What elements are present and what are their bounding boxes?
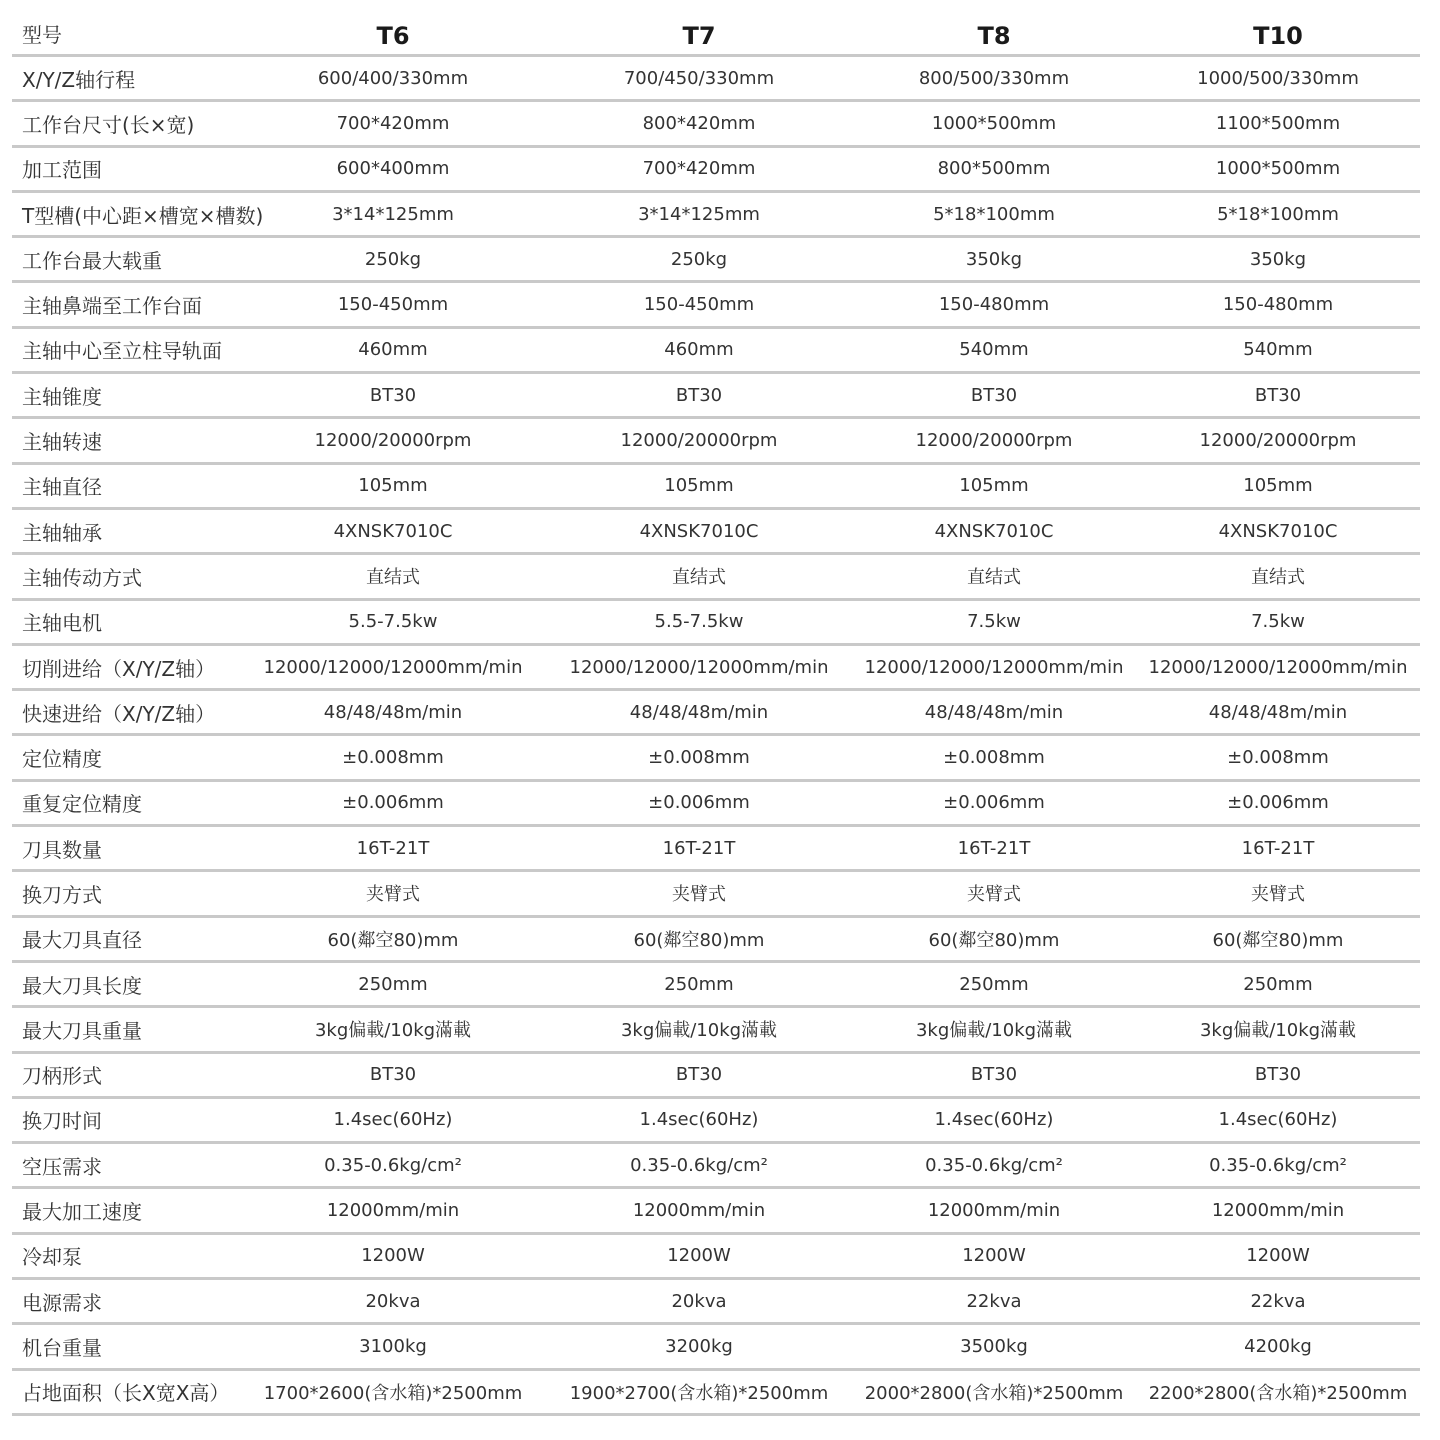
row-value: ±0.008mm — [648, 747, 750, 769]
row-value: 22kva — [966, 1290, 1022, 1312]
row-value: 48/48/48m/min — [1208, 701, 1348, 723]
row-value: 12000/20000rpm — [915, 430, 1073, 452]
row-label: 快速进给（X/Y/Z轴） — [22, 701, 216, 726]
row-label: 主轴锥度 — [22, 384, 102, 409]
row-value: 5*18*100mm — [933, 203, 1055, 225]
row-label: 刀柄形式 — [22, 1064, 102, 1089]
row-label: 主轴直径 — [22, 475, 102, 500]
row-value: 1700*2600(含水箱)*2500mm — [263, 1382, 523, 1404]
row-value: 16T-21T — [662, 837, 736, 859]
model-t10: T10 — [1253, 22, 1303, 50]
table-row — [12, 419, 1420, 464]
row-value: 350kg — [965, 248, 1023, 270]
table-row — [12, 918, 1420, 963]
table-body — [12, 57, 1420, 1416]
row-value: 250kg — [364, 248, 422, 270]
table-row — [12, 1144, 1420, 1189]
table-row — [12, 329, 1420, 374]
row-value: 3100kg — [359, 1335, 427, 1357]
table-row — [12, 465, 1420, 510]
row-value: 3kg偏載/10kg滿載 — [314, 1020, 472, 1042]
row-value: 夹臂式 — [1251, 884, 1305, 906]
row-value: 1.4sec(60Hz) — [1218, 1109, 1338, 1131]
row-value: 7.5kw — [967, 611, 1021, 633]
row-value: 3kg偏載/10kg滿載 — [620, 1020, 778, 1042]
table-row — [12, 1054, 1420, 1099]
row-value: ±0.008mm — [342, 747, 444, 769]
row-value: 12000/12000/12000mm/min — [569, 656, 829, 678]
row-value: 60(鄰空80)mm — [928, 929, 1060, 951]
row-value: 3*14*125mm — [332, 203, 454, 225]
row-value: BT30 — [970, 384, 1018, 406]
row-value: 12000/12000/12000mm/min — [263, 656, 523, 678]
row-value: 250mm — [358, 973, 428, 995]
row-label: 工作台最大载重 — [22, 248, 162, 273]
row-value: 600/400/330mm — [317, 67, 469, 89]
row-value: ±0.006mm — [1227, 792, 1329, 814]
row-value: BT30 — [1254, 1064, 1302, 1086]
row-label: 机台重量 — [22, 1335, 102, 1360]
row-label: 工作台尺寸(长×宽) — [22, 112, 195, 137]
row-label: 刀具数量 — [22, 837, 102, 862]
table-row — [12, 691, 1420, 736]
row-value: 1000*500mm — [931, 112, 1057, 134]
row-value: 800*420mm — [642, 112, 756, 134]
row-value: 105mm — [664, 475, 734, 497]
row-label: 主轴电机 — [22, 611, 102, 636]
row-value: 1200W — [1246, 1245, 1310, 1267]
row-value: 0.35-0.6kg/cm² — [925, 1154, 1063, 1176]
table-row — [12, 1235, 1420, 1280]
row-value: 0.35-0.6kg/cm² — [324, 1154, 462, 1176]
table-header-row — [12, 12, 1420, 57]
row-label: 切削进给（X/Y/Z轴） — [22, 656, 216, 681]
row-value: 20kva — [365, 1290, 421, 1312]
table-row — [12, 238, 1420, 283]
row-label: 主轴传动方式 — [22, 565, 142, 590]
model-t6: T6 — [376, 22, 410, 50]
table-row — [12, 601, 1420, 646]
table-row — [12, 1371, 1420, 1416]
row-value: BT30 — [970, 1064, 1018, 1086]
row-label: X/Y/Z轴行程 — [22, 67, 136, 92]
row-value: 12000/12000/12000mm/min — [1148, 656, 1408, 678]
row-value: 48/48/48m/min — [323, 701, 463, 723]
row-value: 20kva — [671, 1290, 727, 1312]
table-row — [12, 148, 1420, 193]
row-label: 定位精度 — [22, 747, 102, 772]
row-value: 12000/20000rpm — [314, 430, 472, 452]
row-value: 250kg — [670, 248, 728, 270]
row-value: 1200W — [361, 1245, 425, 1267]
row-label: 最大刀具直径 — [22, 928, 142, 953]
row-label: 主轴中心至立柱导轨面 — [22, 339, 222, 364]
row-value: 150-480mm — [938, 294, 1050, 316]
table-row — [12, 782, 1420, 827]
table-row — [12, 1099, 1420, 1144]
row-value: 350kg — [1249, 248, 1307, 270]
row-value: 直结式 — [366, 567, 420, 589]
table-row — [12, 1008, 1420, 1053]
model-t7: T7 — [682, 22, 716, 50]
row-value: 直结式 — [967, 567, 1021, 589]
row-value: 540mm — [1243, 339, 1313, 361]
row-value: BT30 — [675, 384, 723, 406]
row-label: 空压需求 — [22, 1154, 102, 1179]
row-value: 4XNSK7010C — [934, 520, 1054, 542]
row-value: 4XNSK7010C — [1218, 520, 1338, 542]
row-value: 22kva — [1250, 1290, 1306, 1312]
row-value: 105mm — [959, 475, 1029, 497]
row-value: 150-450mm — [643, 294, 755, 316]
row-label: 占地面积（长X宽X高） — [22, 1381, 230, 1406]
row-value: BT30 — [369, 1064, 417, 1086]
row-value: 0.35-0.6kg/cm² — [1209, 1154, 1347, 1176]
row-value: 夹臂式 — [366, 884, 420, 906]
row-value: 12000mm/min — [326, 1200, 460, 1222]
table-row — [12, 827, 1420, 872]
row-value: 16T-21T — [957, 837, 1031, 859]
row-value: 7.5kw — [1251, 611, 1305, 633]
row-value: 460mm — [664, 339, 734, 361]
row-value: 600*400mm — [336, 158, 450, 180]
row-value: ±0.008mm — [1227, 747, 1329, 769]
row-value: 105mm — [358, 475, 428, 497]
row-value: 3500kg — [960, 1335, 1028, 1357]
row-value: ±0.006mm — [648, 792, 750, 814]
row-label: T型槽(中心距×槽宽×槽数) — [22, 203, 264, 228]
table-row — [12, 872, 1420, 917]
table-row — [12, 736, 1420, 781]
header-label: 型号 — [22, 22, 62, 47]
row-value: 3200kg — [665, 1335, 733, 1357]
row-label: 主轴轴承 — [22, 520, 102, 545]
row-label: 加工范围 — [22, 158, 102, 183]
row-value: 4XNSK7010C — [333, 520, 453, 542]
table-row — [12, 963, 1420, 1008]
row-value: 直结式 — [672, 567, 726, 589]
row-value: ±0.006mm — [943, 792, 1045, 814]
row-value: 夹臂式 — [672, 884, 726, 906]
row-value: 700*420mm — [336, 112, 450, 134]
row-label: 最大刀具长度 — [22, 973, 142, 998]
table-row — [12, 1325, 1420, 1370]
row-value: 1.4sec(60Hz) — [934, 1109, 1054, 1131]
row-value: 夹臂式 — [967, 884, 1021, 906]
row-value: 48/48/48m/min — [924, 701, 1064, 723]
row-value: 12000mm/min — [1211, 1200, 1345, 1222]
row-value: 150-480mm — [1222, 294, 1334, 316]
row-label: 主轴转速 — [22, 430, 102, 455]
row-value: 4XNSK7010C — [639, 520, 759, 542]
row-value: 1100*500mm — [1215, 112, 1341, 134]
row-label: 主轴鼻端至工作台面 — [22, 294, 202, 319]
table-row — [12, 283, 1420, 328]
row-label: 重复定位精度 — [22, 792, 142, 817]
table-row — [12, 374, 1420, 419]
table-row — [12, 57, 1420, 102]
row-label: 电源需求 — [22, 1290, 102, 1315]
table-row — [12, 1189, 1420, 1234]
row-value: 12000/20000rpm — [1199, 430, 1357, 452]
row-value: 60(鄰空80)mm — [1212, 929, 1344, 951]
table-row — [12, 1280, 1420, 1325]
row-value: 3kg偏載/10kg滿載 — [1199, 1020, 1357, 1042]
row-value: 12000/20000rpm — [620, 430, 778, 452]
row-value: BT30 — [1254, 384, 1302, 406]
row-value: 2000*2800(含水箱)*2500mm — [864, 1382, 1124, 1404]
row-value: 12000mm/min — [927, 1200, 1061, 1222]
table-row — [12, 510, 1420, 555]
row-value: 12000/12000/12000mm/min — [864, 656, 1124, 678]
row-value: 800*500mm — [937, 158, 1051, 180]
row-value: 105mm — [1243, 475, 1313, 497]
row-value: 700/450/330mm — [623, 67, 775, 89]
row-value: 直结式 — [1251, 567, 1305, 589]
row-value: ±0.008mm — [943, 747, 1045, 769]
row-value: 3*14*125mm — [638, 203, 760, 225]
row-value: 800/500/330mm — [918, 67, 1070, 89]
row-label: 换刀时间 — [22, 1109, 102, 1134]
row-value: BT30 — [369, 384, 417, 406]
row-value: 4200kg — [1244, 1335, 1312, 1357]
row-label: 冷却泵 — [22, 1245, 82, 1270]
row-value: 2200*2800(含水箱)*2500mm — [1148, 1382, 1408, 1404]
row-label: 换刀方式 — [22, 882, 102, 907]
row-value: 48/48/48m/min — [629, 701, 769, 723]
row-value: 150-450mm — [337, 294, 449, 316]
spec-table — [12, 12, 1420, 1416]
row-value: 12000mm/min — [632, 1200, 766, 1222]
row-value: 250mm — [959, 973, 1029, 995]
table-row — [12, 555, 1420, 600]
row-value: ±0.006mm — [342, 792, 444, 814]
row-value: 1200W — [667, 1245, 731, 1267]
row-value: 460mm — [358, 339, 428, 361]
row-value: 5.5-7.5kw — [348, 611, 438, 633]
row-value: 1.4sec(60Hz) — [639, 1109, 759, 1131]
row-value: 250mm — [664, 973, 734, 995]
table-row — [12, 646, 1420, 691]
row-value: 3kg偏載/10kg滿載 — [915, 1020, 1073, 1042]
row-label: 最大加工速度 — [22, 1200, 142, 1225]
row-value: 60(鄰空80)mm — [327, 929, 459, 951]
table-row — [12, 193, 1420, 238]
row-value: BT30 — [675, 1064, 723, 1086]
row-value: 16T-21T — [356, 837, 430, 859]
table-row — [12, 102, 1420, 147]
row-value: 1000/500/330mm — [1197, 67, 1359, 89]
row-value: 1000*500mm — [1215, 158, 1341, 180]
row-value: 1900*2700(含水箱)*2500mm — [569, 1382, 829, 1404]
row-value: 1200W — [962, 1245, 1026, 1267]
row-value: 700*420mm — [642, 158, 756, 180]
row-value: 540mm — [959, 339, 1029, 361]
row-value: 1.4sec(60Hz) — [333, 1109, 453, 1131]
row-value: 250mm — [1243, 973, 1313, 995]
row-value: 16T-21T — [1241, 837, 1315, 859]
row-value: 60(鄰空80)mm — [633, 929, 765, 951]
row-value: 0.35-0.6kg/cm² — [630, 1154, 768, 1176]
model-t8: T8 — [977, 22, 1011, 50]
row-value: 5.5-7.5kw — [654, 611, 744, 633]
row-label: 最大刀具重量 — [22, 1018, 142, 1043]
row-value: 5*18*100mm — [1217, 203, 1339, 225]
